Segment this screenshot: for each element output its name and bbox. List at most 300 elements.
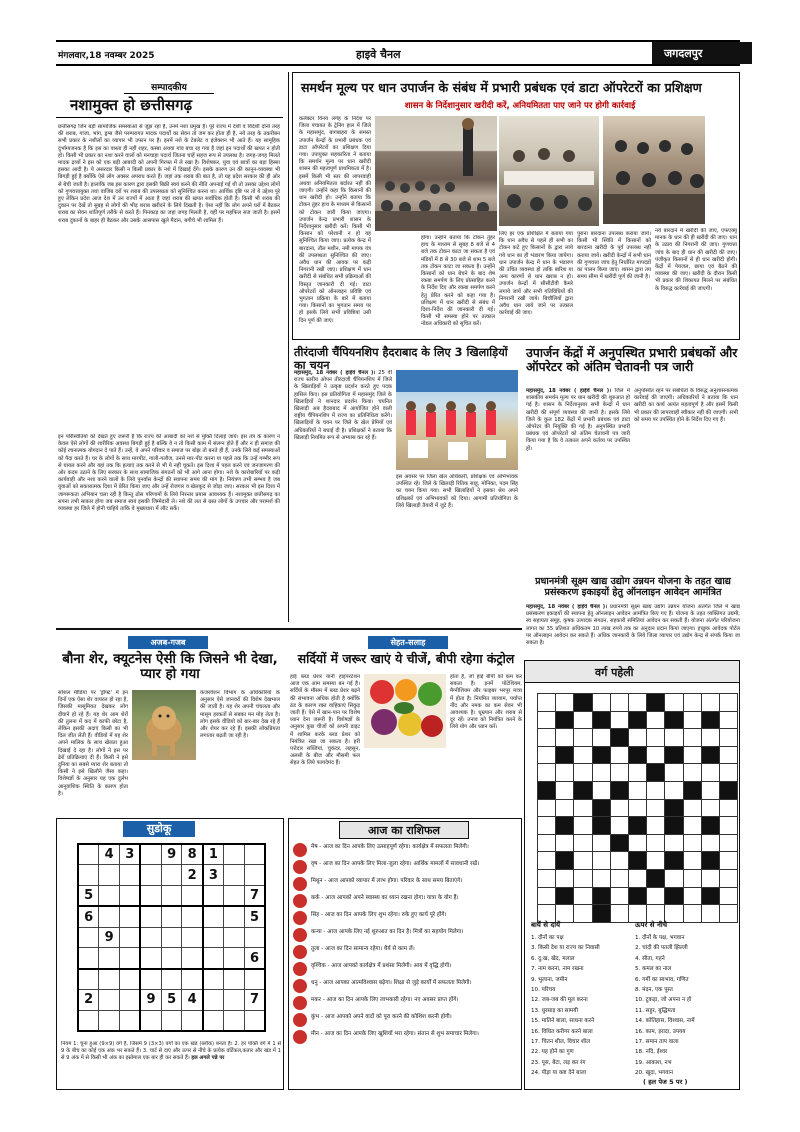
column-divider <box>288 72 289 622</box>
crossword-cell <box>701 869 719 887</box>
crossword-clue: 1. दौनों का पक्ष <box>531 935 564 941</box>
crossword-clue: 2. चांदी की पतली झिल्ली <box>635 945 688 952</box>
crossword-cell <box>592 834 610 852</box>
crossword-cell <box>538 905 556 923</box>
sudoku-cell <box>161 886 182 907</box>
crossword-cell <box>592 817 610 835</box>
crossword-cell <box>592 799 610 817</box>
horoscope-item <box>293 860 519 874</box>
crossword-cell <box>628 781 646 799</box>
sudoku-cell <box>161 969 182 990</box>
crossword-clue: 5. कमल का नाल <box>635 966 672 973</box>
crossword-cell <box>719 852 737 870</box>
horoscope-item <box>293 843 519 857</box>
sudoku-cell <box>244 927 265 948</box>
crossword-cell <box>701 834 719 852</box>
meeting-photo <box>603 116 705 224</box>
crossword-row <box>538 852 738 870</box>
sudoku-cell: 2 <box>182 865 203 886</box>
crossword-cell <box>683 817 701 835</box>
sudoku-cell <box>244 844 265 865</box>
sports-body <box>294 370 392 620</box>
sudoku-cell <box>244 1010 265 1031</box>
sports-body-text: 25 वीं राज्य स्तरीय ओपन तीरंदाजी चैंपियनशिप में जिले के खिलाड़ियों ने उत्कृष्ट प्रदर्शन करते हुए पदक हासिल किए। इस प्रतियोगिता में महासमुंद जिले के खिलाड़ियों ने शानदार प्रदर्शन किया। चयनित खिलाड़ी अब हैदराबाद में आयोजित होने वाली राष्ट्रीय चैंपियनशिप में राज्य का प्रतिनिधित्व करेंगे। खिलाड़ियों के चयन पर जिले के खेल प्रेमियों एवं अधिकारियों ने बधाई दी है। प्रशिक्षकों ने बताया कि खिलाड़ी नियमित रूप से अभ्यास कर रहे हैं। <box>294 370 392 441</box>
crossword-cell <box>701 887 719 905</box>
crossword-cell <box>574 869 592 887</box>
crossword-title-bar <box>525 661 739 683</box>
crossword-block <box>524 660 740 1090</box>
crossword-clue: 14. कोतिहास, विश्वास, नामें <box>635 1018 695 1025</box>
crossword-cell <box>701 905 719 923</box>
sudoku-cell <box>78 948 99 969</box>
crossword-row <box>538 834 738 852</box>
ajab-gajab-story <box>56 634 282 814</box>
crossword-cell <box>683 764 701 782</box>
crossword-cell <box>556 852 574 870</box>
horoscope-text: मिथुन - आज आपको व्यापार में लाभ होगा। परिवार के साथ समय बिताएंगे। <box>311 878 463 884</box>
crossword-footer: ( हल पेज 5 पर ) <box>643 1078 688 1086</box>
sudoku-cell <box>120 969 141 990</box>
horoscope-text: सिंह - आज का दिन आपके लिए शुभ रहेगा। रुके हुए कार्य पूरे होंगे। <box>311 912 447 918</box>
ajab-gajab-body: सोशल मीडिया पर 'ड्रॉफ्ट' में इन दिनों एक ऐसा शेर वायरल हो रहा है, जिसकी मासूमियत देखकर लोग दीवाने हो रहे हैं। यह शेर आम शेरों की तुलना में कद में काफी छोटा है, लेकिन इसकी अदाएं किसी का भी दिल जीत लेती हैं। वीडियो में यह शेर अपने मालिक के साथ खेलता हुआ दिखाई दे रहा है। लोगों ने इस पर ढेरों प्रतिक्रियाएं दी हैं। किसी ने इसे दुनिया का सबसे प्यारा शेर बताया तो किसी ने इसे खिलौने जैसा कहा। विशेषज्ञों के अनुसार यह एक दुर्लभ आनुवांशिक स्थिति के कारण होता है। <box>58 690 128 797</box>
sudoku-cell <box>161 948 182 969</box>
sudoku-cell <box>182 1010 203 1031</box>
ajab-gajab-body-cont: कंजरवेशन विभाग के अधिकारियों के अनुसार ऐसे जानवरों की विशेष देखभाल की जाती है। यह शेर अपनी चंचलता और मासूम हरकतों से सबका मन मोह लेता है। लोग इसके वीडियो को बार-बार देख रहे हैं और शेयर कर रहे हैं। इसकी लोकप्रियता लगातार बढ़ती जा रही है। <box>200 690 280 740</box>
crossword-cell <box>610 764 628 782</box>
crossword-cell <box>647 746 665 764</box>
sudoku-cell <box>182 906 203 927</box>
sudoku-grid <box>77 843 266 1032</box>
crossword-clue: 6. दु:ख, खेद, मलाल <box>531 955 575 962</box>
sudoku-cell <box>203 990 224 1011</box>
crossword-clue: 19. आकाश, नभ <box>635 1059 672 1066</box>
crossword-cell <box>701 781 719 799</box>
crossword-across-title: बायें से दायें <box>531 921 561 929</box>
editorial-label: सम्पादकीय <box>124 80 214 94</box>
sudoku-cell <box>99 1010 120 1031</box>
crossword-clue: 1. दौनों के पक्ष, भगवान <box>635 935 685 941</box>
sudoku-block <box>56 818 284 1090</box>
horoscope-item <box>293 962 519 976</box>
sudoku-cell <box>120 886 141 907</box>
sudoku-cell <box>78 1010 99 1031</box>
crossword-cell <box>628 905 646 923</box>
crossword-clue: 16. काम, इरादा, उपयय <box>635 1028 686 1035</box>
sudoku-cell <box>140 906 161 927</box>
sudoku-cell: 7 <box>244 990 265 1011</box>
page-number: 2 <box>708 45 719 63</box>
crossword-cell <box>538 869 556 887</box>
crossword-cell <box>538 887 556 905</box>
crossword-row <box>538 729 738 747</box>
crossword-cell <box>628 729 646 747</box>
sudoku-cell <box>120 1010 141 1031</box>
crossword-clue: 6. गर्मी का स्वभाव, गणित <box>635 976 689 983</box>
zodiac-icon <box>293 1030 307 1044</box>
pmfme-body <box>526 604 740 658</box>
horoscope-item <box>293 1030 519 1044</box>
sudoku-cell <box>224 927 245 948</box>
crossword-cell <box>610 905 628 923</box>
city-label: जगदलपुर <box>652 42 752 64</box>
crossword-clue: 15. मातिने बाला, साधना करने <box>531 1018 595 1025</box>
sudoku-cell: 9 <box>161 844 182 865</box>
horoscope-title: आज का राशिफल <box>339 821 469 839</box>
crossword-clue: 12. जब-जब की मूल करना <box>531 997 588 1004</box>
crossword-cell <box>574 887 592 905</box>
crossword-cell <box>665 781 683 799</box>
crossword-cell <box>701 764 719 782</box>
crossword-cell <box>610 817 628 835</box>
sports-story <box>292 344 520 624</box>
horoscope-text: मेष - आज का दिन आपके लिए उत्साहपूर्ण रहेगा। कार्यक्षेत्र में सफलता मिलेगी। <box>311 844 469 850</box>
horoscope-text: तुला - आज का दिन सामान्य रहेगा। धैर्य से काम लें। <box>311 946 415 952</box>
crossword-cell <box>610 694 628 712</box>
archery-team-photo <box>396 370 518 470</box>
crossword-cell <box>647 711 665 729</box>
crossword-cell <box>628 694 646 712</box>
zodiac-icon <box>293 945 307 959</box>
officials-photo-figures <box>499 116 599 226</box>
crossword-down-list <box>635 933 737 1079</box>
sudoku-cell <box>244 865 265 886</box>
ajab-gajab-tag: अजब-गजब <box>128 636 208 649</box>
crossword-title: वर्ग पहेली <box>595 666 634 679</box>
procurement-body-text: जिले में शासकीय समर्थन मूल्य पर धान खरीदी की शुरुआत हो गई है। शासन के निर्देशानुसार सभी केन्द्रों में धान खरीदी की संपूर्ण व्यवस्था की जानी है। इसके लिये जिले के कुल 182 केंद्रों में प्रभारी प्रबंधक एवं डाटा ऑपरेटर की नियुक्ति की गई है। अनुपस्थित प्रभारी प्रबंधक एवं ऑपरेटरों को अंतिम चेतावनी पत्र जारी किया गया है कि वे तत्काल अपने कर्तव्य पर उपस्थित हों। <box>526 388 630 452</box>
crossword-cell <box>574 834 592 852</box>
crossword-cell <box>647 817 665 835</box>
crossword-cell <box>665 729 683 747</box>
crossword-row <box>538 817 738 835</box>
zodiac-icon <box>293 894 307 908</box>
sudoku-cell <box>99 886 120 907</box>
sudoku-cell <box>203 906 224 927</box>
sudoku-cell: 6 <box>78 906 99 927</box>
crossword-cell <box>665 799 683 817</box>
sudoku-cell <box>99 948 120 969</box>
crossword-cell <box>647 869 665 887</box>
crossword-row <box>538 746 738 764</box>
crossword-clue: 9. भुलाना, जमीन <box>531 976 568 983</box>
sudoku-row <box>78 906 265 927</box>
crossword-cell <box>610 799 628 817</box>
crossword-cell <box>538 729 556 747</box>
horoscope-item <box>293 928 519 942</box>
crossword-clue: 7. नाम करना, नाम रखना <box>531 966 584 973</box>
crossword-clue: 8. मंदन, एक पुस्त <box>635 987 673 994</box>
sudoku-cell <box>203 886 224 907</box>
crossword-cell <box>592 764 610 782</box>
crossword-cell <box>683 799 701 817</box>
lead-body-col2: होगा। उन्होंने बताया कि टोकन तुंहर हाथ के माध्यम से सुबह 8 बजे से 4 बजे तक टोकन काटा जा सकता है एवं मंडियों में 8 से 30 बजे से शाम 5 बजे तक टोकन काटा जा सकता है। उन्होंने किसानों को धान बेचने के बाद शेष रकबा समर्पण के लिए प्रोत्साहित करने के निर्देश दिए और रकबा समर्पण करने हेतु प्रेरित करने को कहा गया है। प्रशिक्षण में धान खरीदी से संबंध में दिशा-निर्देश की जानकारी दी गई। किसी भी समस्या होने पर तत्काल नोडल अधिकारी को सूचित करें। <box>421 235 495 328</box>
issue-date: मंगलवार,18 नवम्बर 2025 <box>58 51 155 61</box>
lion-cub-figure <box>132 690 196 760</box>
sudoku-cell: 9 <box>140 990 161 1011</box>
editorial-block <box>56 72 283 624</box>
crossword-cell <box>683 905 701 923</box>
crossword-cell <box>683 781 701 799</box>
crossword-cell <box>556 799 574 817</box>
sudoku-cell: 5 <box>78 886 99 907</box>
crossword-cell <box>719 781 737 799</box>
horoscope-item <box>293 877 519 891</box>
crossword-cell <box>556 781 574 799</box>
horoscope-item <box>293 911 519 925</box>
crossword-cell <box>628 711 646 729</box>
sudoku-cell <box>78 969 99 990</box>
crossword-cell <box>628 869 646 887</box>
pmfme-dateline: महासमुंद, 18 नवंबर ( हाईवे चैनल )। <box>526 604 608 610</box>
sudoku-cell <box>120 865 141 886</box>
crossword-cell <box>538 764 556 782</box>
lead-story <box>292 72 740 340</box>
health-headline: सर्दियों में जरूर खाएं ये चीजें, बीपी रहेगा कंट्रोल <box>297 651 515 666</box>
sudoku-footer: हल अगले पन्ने पर <box>191 1055 225 1061</box>
horoscope-text: कन्या - आज आपके लिए नई शुरुआत का दिन है। मित्रों का सहयोग मिलेगा। <box>311 929 464 935</box>
crossword-clue: 11. सहुर, बुद्धिमता <box>635 1007 676 1014</box>
sudoku-row <box>78 948 265 969</box>
officials-photo <box>499 116 599 226</box>
sudoku-cell <box>99 906 120 927</box>
zodiac-icon <box>293 877 307 891</box>
sudoku-cell <box>203 969 224 990</box>
zodiac-icon <box>293 996 307 1010</box>
sudoku-cell: 3 <box>120 844 141 865</box>
sudoku-cell: 7 <box>244 886 265 907</box>
crossword-row <box>538 694 738 712</box>
crossword-cell <box>610 869 628 887</box>
horoscope-item <box>293 979 519 993</box>
sudoku-cell <box>78 927 99 948</box>
sudoku-cell <box>224 906 245 927</box>
health-tag: सेहत-सलाह <box>368 636 448 649</box>
title-rule <box>56 117 283 118</box>
crossword-cell <box>628 764 646 782</box>
meeting-photo-figures <box>603 116 705 224</box>
horoscope-block <box>288 818 522 1090</box>
crossword-cell <box>592 694 610 712</box>
horoscope-item <box>293 945 519 959</box>
sudoku-cell <box>203 1010 224 1031</box>
horoscope-text: मीन - आज का दिन आपके लिए खुशियों भरा रहेगा। संतान से शुभ समाचार मिलेगा। <box>311 1031 479 1037</box>
zodiac-icon <box>293 911 307 925</box>
crossword-cell <box>538 746 556 764</box>
crossword-cell <box>647 834 665 852</box>
sports-dateline: महासमुंद, 18 नवंबर ( हाईवे चैनल )। <box>294 370 376 376</box>
sudoku-row <box>78 927 265 948</box>
horoscope-text: कर्क - आज आपको अपने स्वास्थ्य का ध्यान रखना होगा। यात्रा के योग हैं। <box>311 895 459 901</box>
sudoku-rules-text: नियम 1: चुना हुआ (9×9) वर्ग है, जिसमें 9 (3×3) वर्गों का एक खंड (ब्लॉक) बनता है। 2. हर पंक्ति वर्ग में 1 से 9 के बीच का कोई एक अंक भर सकते हैं। 3. चार्ट से दाएं और ऊपर से नीचे के प्रत्येक वर्टिकल,कतार और खंड में 1 से 9 अंक में से किसी भी अंक का इस्तेमाल एक बार ही कर सकते हैं। <box>61 1041 281 1061</box>
crossword-clue: 13. धुरसाइ का सामयी <box>531 1007 578 1014</box>
crossword-cell <box>683 887 701 905</box>
crossword-cell <box>647 781 665 799</box>
horoscope-text: मकर - आज का दिन आपके लिए लाभकारी रहेगा। नए अवसर प्राप्त होंगे। <box>311 997 459 1003</box>
crossword-cell <box>574 799 592 817</box>
crossword-cell <box>647 799 665 817</box>
crossword-cell <box>665 852 683 870</box>
sudoku-title: सुडोकू <box>123 821 195 837</box>
crossword-cell <box>701 852 719 870</box>
sudoku-cell <box>120 906 141 927</box>
zodiac-icon <box>293 979 307 993</box>
crossword-cell <box>538 834 556 852</box>
crossword-cell <box>628 746 646 764</box>
sudoku-cell <box>224 990 245 1011</box>
training-photo <box>375 116 497 231</box>
crossword-clue: 10. टुकड़ा, जो अपना न हो <box>635 997 692 1004</box>
ajab-gajab-headline: बौना शेर, क्यूटनेस ऐसी कि जिसने भी देखा, प्यार हो गया <box>62 652 278 683</box>
crossword-row <box>538 764 738 782</box>
crossword-cell <box>556 869 574 887</box>
lead-body-col1: कलेक्टर विनय लंगेह के निर्देश पर जिला पंचायत के ट्रेनिंग हाल में जिले के महासमुंद, बागबाहरा के समस्त उपार्जन केन्द्रों के प्रभारी प्रबंधक एवं डाटा ऑपरेटरों का प्रशिक्षण दिया गया। उपायुक्त सहकारिता ने बताया कि समर्थन मूल्य पर धान खरीदी शासन की महत्वपूर्ण प्राथमिकता में है। इसमें किसी भी स्तर की लापरवाही अथवा अनियमितता बर्दाश्त नहीं की जाएगी। उन्होंने कहा कि किसानों की धान खरीदी हो। उन्होंने बताया कि टोकन तुंहर हाथ के माध्यम से किसानों को टोकन जारी किया जाएगा। उपार्जन केन्द्र प्रभारी शासन के निर्देशानुसार खरीदी करें। किसी भी किसान को परेशानी न हो यह सुनिश्चित किया जाए। प्रत्येक केन्द्र में बारदाना, तौल मशीन, नमी मापक यंत्र की उपलब्धता सुनिश्चित की जाए। अवैध धान की आवक पर कड़ी निगरानी रखी जाए। प्रशिक्षण में धान खरीदी से संबंधित सभी प्रक्रियाओं की विस्तृत जानकारी दी गई। डाटा ऑपरेटरों को ऑनलाइन प्रविष्टि एवं भुगतान प्रक्रिया के बारे में बताया गया। किसानों का भुगतान समय पर हो इसके लिये सभी प्रविष्टियां उसी दिन पूर्ण की जाएं। <box>299 116 371 324</box>
sudoku-row <box>78 1010 265 1031</box>
crossword-cell <box>592 729 610 747</box>
sudoku-cell <box>99 990 120 1011</box>
paper-name: हाइवे चैनल <box>356 48 401 61</box>
crossword-cell <box>592 746 610 764</box>
lead-headline: समर्थन मूल्य पर धान उपार्जन के संबंध में प्रभारी प्रबंधक एवं डाटा ऑपरेटरों का प्रशिक्षण <box>301 80 702 95</box>
crossword-across-list <box>531 933 633 1079</box>
procurement-dateline: महासमुंद, 18 नवंबर ( हाईवे चैनल )। <box>526 388 612 394</box>
crossword-cell <box>683 834 701 852</box>
crossword-clue: 24. पीड़ा या कष्ट देने बाला <box>531 1070 587 1077</box>
archery-team-figures <box>396 370 518 470</box>
sudoku-cell <box>224 948 245 969</box>
crossword-cell <box>719 694 737 712</box>
crossword-cell <box>647 694 665 712</box>
crossword-cell <box>592 781 610 799</box>
sudoku-cell <box>99 969 120 990</box>
sudoku-row <box>78 886 265 907</box>
sports-headline: तीरंदाजी चैंपियनशिप हैदराबाद के लिए 3 खिलाड़ियों का चयन <box>294 346 508 372</box>
crossword-cell <box>647 905 665 923</box>
crossword-cell <box>556 694 574 712</box>
crossword-cell <box>719 834 737 852</box>
health-body: हाई ब्लड प्रेशर यानी हाइपरटेंशन आज एक आम समस्या बन गई है। सर्दियों के मौसम में ब्लड प्रेशर बढ़ने की संभावना अधिक होती है क्योंकि ठंड के कारण रक्त वाहिकाएं सिकुड़ जाती हैं। ऐसे में खान-पान पर विशेष ध्यान देना जरूरी है। विशेषज्ञों के अनुसार कुछ चीजों को अपनी डाइट में शामिल करके ब्लड प्रेशर को नियंत्रित रखा जा सकता है। हरी पत्तेदार सब्जियां, चुकंदर, लहसुन, अलसी के बीज और मौसमी फल सेहत के लिये फायदेमंद हैं। <box>290 674 360 767</box>
crossword-clue: 20. खुदा, भगवान <box>635 1070 673 1077</box>
crossword-row <box>538 887 738 905</box>
crossword-cell <box>556 834 574 852</box>
crossword-cell <box>719 764 737 782</box>
crossword-cell <box>665 817 683 835</box>
sudoku-cell <box>244 969 265 990</box>
sudoku-cell <box>224 969 245 990</box>
crossword-cell <box>665 711 683 729</box>
crossword-cell <box>701 711 719 729</box>
zodiac-icon <box>293 843 307 857</box>
sudoku-cell <box>78 865 99 886</box>
crossword-cell <box>592 869 610 887</box>
crossword-cell <box>665 887 683 905</box>
healthy-food-photo <box>364 674 446 748</box>
sudoku-cell: 2 <box>78 990 99 1011</box>
crossword-cell <box>610 887 628 905</box>
crossword-clue: 3. किसी देश या राज्य का निवासी <box>531 945 600 952</box>
crossword-cell <box>719 746 737 764</box>
sudoku-cell: 8 <box>182 844 203 865</box>
procurement-headline: उपार्जन केंद्रों में अनुपस्थित प्रभारी प्रबंधकों और ऑपरेटर को अंतिम चेतावनी पत्र जारी <box>526 345 738 375</box>
crossword-cell <box>665 834 683 852</box>
crossword-cell <box>683 711 701 729</box>
crossword-cell <box>556 711 574 729</box>
crossword-cell <box>574 852 592 870</box>
crossword-cell <box>628 799 646 817</box>
sudoku-cell <box>140 927 161 948</box>
crossword-down-title: ऊपर से नीचे <box>635 921 668 929</box>
sudoku-cell <box>203 927 224 948</box>
crossword-clue: 18. नदि, ईश्वर <box>635 1049 668 1056</box>
crossword-row <box>538 711 738 729</box>
sudoku-cell <box>99 865 120 886</box>
editorial-body: छत्तीसगढ़ जिन बड़ी सामाजिक समस्याओं से जूझ रहा है, उनमें नशा प्रमुख है। पूरे राज्य में देशी व विदेशी दोनों तरह की शराब, गांजा, भांग, ड्रग्स जैसे परम्परागत मादक पदार्थों का सेवन तो जम कर होता ही है, नये तरह के तकरीबन सभी प्रकार के नशीलों का व्यापार भी उफान पर है। इनमें नशे के टेबलेट व इंजेक्शन भी आते हैं। यह सामूहिक दुर्भाग्यजनक है कि इस का वास्ता ही नहीं शहर, कस्बा अथवा गांव बचा रह गया है जहां इन पदार्थों की खपत न होती हो। किसी भी प्रकार का नशा करने वालों को मनचाहा पदार्थ जितना चाहें सहज रूप से उपलब्ध है। जगह-जगह मिलते मादक द्रव्यों ने इस को एक बड़ी आबादी को अपनी गिरफ्त में ले रखा है। विशेषकर, युवा एवं छात्रों का बड़ा हिस्सा इसका आदी है। ये असरदार किसी न किसी प्रकार के नशे में दिखाई देंगे। इसके कारण उन की कानून-व्यवस्था भी बिगड़ी हुई है क्योंकि ऐसे लोग अक्सर अपराध करते हैं। जहां तक शराब की बात है, तो यह प्रदेश सरकार की ही ओर से बेची जाती है। हालांकि जब इस कारण द्वारा इसकी बिक्री स्वयं करने की नीति अपनाई गई थी तो उसका उद्देश्य लोगों को गुणवत्तायुक्त तथा वाजिब दरों पर शराब की उपलब्धता को सुनिश्चित करना था। आर्थिक दृष्टि पर तो ये उद्देश्य पूरे हुए लेकिन प्रदेश आज देश में उन राज्यों में आता है जहां शराब की खपत सर्वाधिक होती है। किसी भी शराब की दुकान पर देखें तो सुबह से लोगों की भीड़ शराब खरीदने के लिये दिखती है। ऐसा नहीं कि लोग अपने घरों में बैठकर शराब का सेवन शांतिपूर्ण तरीके से करते हैं। पिनकाड़ का जहां जगह मिलती है, वहीं पर महफिल सज जाती है। इसमें शराब दुकानों के बाहर ही बैठकर और उसके आसपास खुले मैदान, बगीचे भी शामिल हैं। <box>58 124 280 224</box>
sudoku-cell: 4 <box>99 844 120 865</box>
sudoku-cell <box>140 886 161 907</box>
editorial-title: नशामुक्त हो छत्तीसगढ़ <box>70 96 193 114</box>
crossword-cell <box>574 711 592 729</box>
crossword-clue: 17. चितन शील, विचार शील <box>531 1039 591 1046</box>
crossword-cell <box>610 711 628 729</box>
crossword-cell <box>719 887 737 905</box>
lead-body-col3: लिए हर एक प्रशिक्षित में बताया गया कि धान अवैध से पहले ही सभी का टोकन कटे हुए किसानों के द्वारा लाये गये धान का ही भंडारण किया जायेगा। धान उपार्जन केन्द्र में धान के भंडारण की उचित व्यवस्था हो ताकि बारिश या अन्य कारणों से धान खराब न हो। उपार्जन केन्द्रों में सीसीटीवी कैमरे लगाये जायें और सभी गतिविधियों की निगरानी रखी जाये। बिचौलियों द्वारा अवैध धान लाये जाने पर तत्काल कार्रवाई की जाए। <box>499 231 573 317</box>
sudoku-row <box>78 865 265 886</box>
sudoku-title-bar <box>57 819 283 839</box>
pmfme-story <box>524 576 740 658</box>
sudoku-cell <box>78 844 99 865</box>
sudoku-cell: 3 <box>203 865 224 886</box>
crossword-cell <box>592 711 610 729</box>
zodiac-icon <box>293 860 307 874</box>
crossword-cell <box>628 834 646 852</box>
lead-body-col5b: नये बारदाने में खरीदी की जाए, एफएक्यू मानक के धान की ही खरीदी की जाए। धान के उठाव की निगरानी की जाए। गुणवत्ता जांच के बाद ही धान की खरीदी की जाए। पंजीकृत किसानों से ही धान खरीदी होगी। केंद्रों में पेयजल, छाया एवं बैठने की व्यवस्था की जाए। खरीदी के दौरान किसी भी प्रकार की शिकायत मिलने पर संबंधित के विरुद्ध कार्रवाई की जाएगी। <box>655 228 737 292</box>
sudoku-cell <box>161 906 182 927</box>
sudoku-cell <box>140 969 161 990</box>
crossword-cell <box>719 711 737 729</box>
training-photo-figures <box>375 116 497 231</box>
crossword-clue: 23. पूस, बेटा, लड़ कर रंग <box>531 1059 586 1066</box>
crossword-cell <box>665 869 683 887</box>
crossword-cell <box>683 746 701 764</box>
health-body-cont: होता है, जो हाई बीपी को कम कर सकता है। इनमें पोटेशियम, मैग्नीशियम और फाइबर भरपूर मात्रा में होता है। नियमित व्यायाम, पर्याप्त नींद और नमक का कम सेवन भी आवश्यक है। धूम्रपान और शराब से दूर रहें। तनाव को नियंत्रित करने के लिये योग और ध्यान करें। <box>450 674 522 731</box>
lead-subhead: शासन के निर्देशानुसार खरीदी करें, अनियमितता पाए जाने पर होगी कार्रवाई <box>404 101 636 111</box>
crossword-cell <box>592 852 610 870</box>
crossword-cell <box>610 781 628 799</box>
crossword-cell <box>683 694 701 712</box>
crossword-row <box>538 905 738 923</box>
procurement-body <box>526 388 630 570</box>
sudoku-cell <box>224 1010 245 1031</box>
crossword-clue: 17. समान ताप वाला <box>635 1039 679 1046</box>
sudoku-cell <box>140 948 161 969</box>
sudoku-cell <box>161 865 182 886</box>
crossword-cell <box>592 905 610 923</box>
pmfme-headline: प्रधानमंत्री सूक्ष्म खाद्य उद्योग उन्नयन योजना के तहत खाद्य प्रसंस्करण इकाइयों हेतु ऑनलाइन आवेदन आमंत्रित <box>535 576 731 599</box>
sudoku-cell <box>140 844 161 865</box>
section-rule <box>56 628 522 630</box>
crossword-cell <box>647 887 665 905</box>
crossword-clue: 22. यह होने का गुण <box>531 1049 574 1056</box>
sudoku-cell <box>182 927 203 948</box>
crossword-cell <box>628 852 646 870</box>
crossword-clue: 10. परिचय <box>531 987 556 994</box>
crossword-cell <box>556 887 574 905</box>
zodiac-icon <box>293 928 307 942</box>
sudoku-cell <box>182 886 203 907</box>
crossword-cell <box>538 711 556 729</box>
crossword-cell <box>556 905 574 923</box>
sudoku-row <box>78 844 265 865</box>
sudoku-cell <box>120 927 141 948</box>
crossword-cell <box>556 746 574 764</box>
